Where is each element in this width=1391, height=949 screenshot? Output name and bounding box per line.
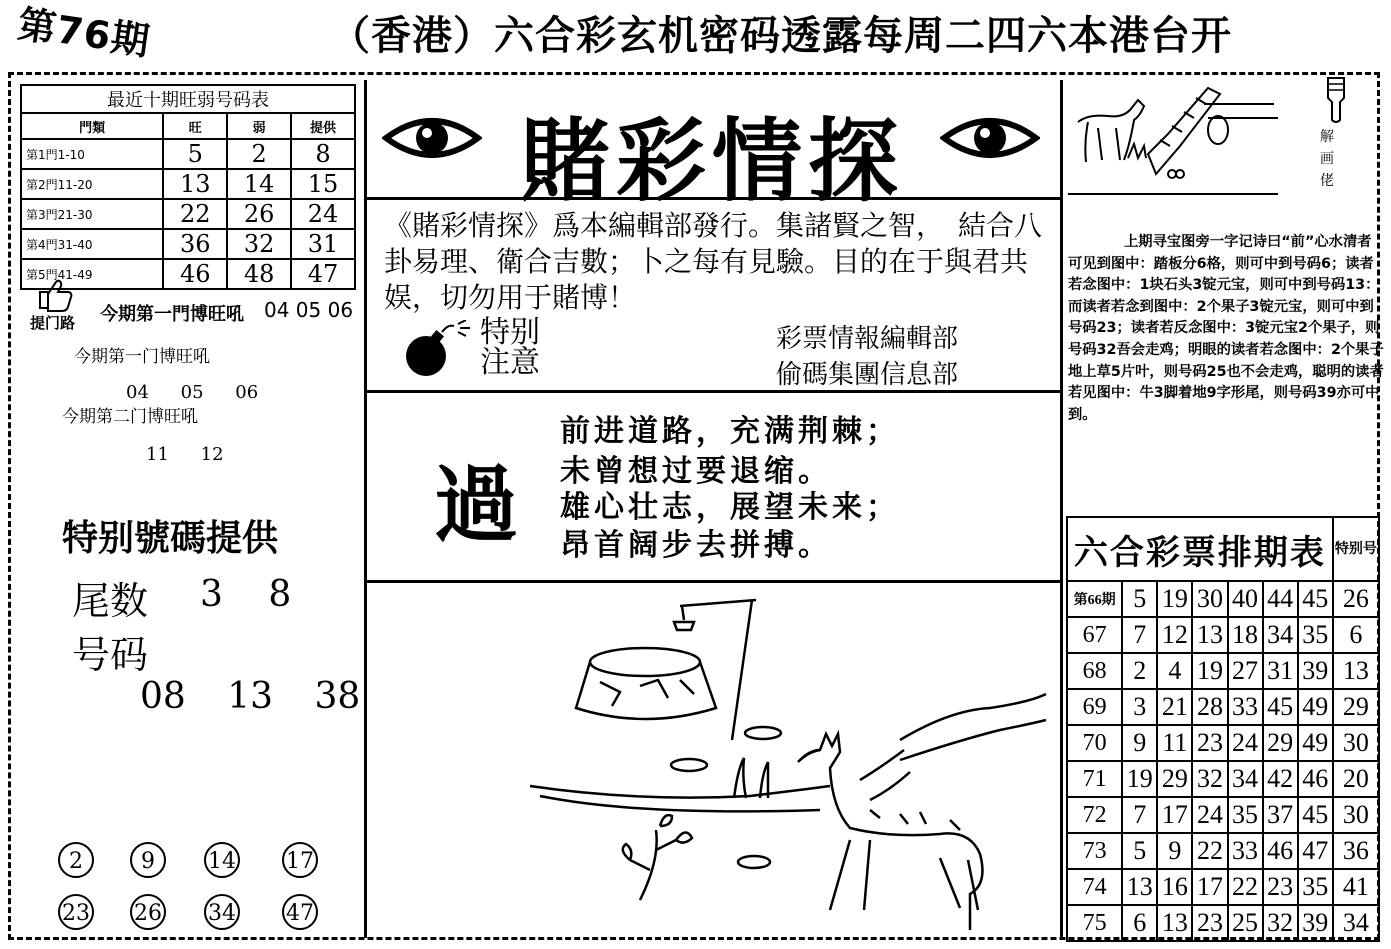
- number-cell: 22: [1192, 833, 1227, 869]
- give-value: 24: [291, 199, 355, 229]
- special-number-cell: 26: [1333, 581, 1379, 617]
- special-number-cell: 34: [1333, 905, 1379, 941]
- number-cell: 5: [1122, 833, 1157, 869]
- special-number-cell: 13: [1333, 653, 1379, 689]
- number-cell: 31: [1263, 653, 1298, 689]
- give-value: 15: [291, 169, 355, 199]
- divider-poem: [364, 580, 1063, 583]
- weak-value: 48: [227, 259, 291, 289]
- give-value: 8: [291, 139, 355, 169]
- number-cell: 17: [1157, 797, 1192, 833]
- poem-line: 前进道路，充满荆棘；: [560, 414, 900, 449]
- pointing-hand-icon: [1322, 76, 1350, 124]
- issue-cell: 74: [1067, 869, 1122, 905]
- number-cell: 28: [1192, 689, 1227, 725]
- special-number-cell: 36: [1333, 833, 1379, 869]
- issue-cell: 68: [1067, 653, 1122, 689]
- hot-cold-caption: 最近十期旺弱号码表: [21, 85, 355, 113]
- interpreter-label: [1320, 126, 1334, 192]
- number-cell: 18: [1228, 617, 1263, 653]
- special-number-cell: 30: [1333, 797, 1379, 833]
- number-cell: 17: [1192, 869, 1227, 905]
- number-cell: 19: [1122, 761, 1157, 797]
- special-number-cell: 6: [1333, 617, 1379, 653]
- haoma-label: 号码: [72, 633, 149, 677]
- eye-icon: [382, 110, 482, 166]
- issue-cell: 67: [1067, 617, 1122, 653]
- number-cell: 13: [1122, 869, 1157, 905]
- hot-value: 13: [163, 169, 227, 199]
- special-number-cell: 20: [1333, 761, 1379, 797]
- note-line: 特别: [480, 315, 540, 350]
- number-cell: 7: [1122, 617, 1157, 653]
- number-cell: 27: [1228, 653, 1263, 689]
- special-number-cell: 41: [1333, 869, 1379, 905]
- special-number-cell: 30: [1333, 725, 1379, 761]
- number-ball: 23: [58, 894, 94, 930]
- issue-cell: 72: [1067, 797, 1122, 833]
- number-cell: 29: [1263, 725, 1298, 761]
- issue-cell: 75: [1067, 905, 1122, 941]
- number-ball: 14: [204, 842, 240, 878]
- number-cell: 49: [1298, 689, 1333, 725]
- tilu-label: 提门路: [30, 314, 76, 332]
- number-cell: 29: [1157, 761, 1192, 797]
- number-cell: 35: [1298, 869, 1333, 905]
- number-cell: 40: [1228, 581, 1263, 617]
- col-header: 弱: [227, 113, 291, 139]
- table-row: [21, 139, 355, 169]
- table-row: [1067, 797, 1379, 833]
- weak-value: 26: [227, 199, 291, 229]
- hot-value: 5: [163, 139, 227, 169]
- table-row: [21, 229, 355, 259]
- issue-cell: 第66期: [1067, 581, 1122, 617]
- number-cell: 21: [1157, 689, 1192, 725]
- number-cell: 32: [1192, 761, 1227, 797]
- row-label: 第2門11-20: [21, 169, 163, 199]
- number-cell: 12: [1157, 617, 1192, 653]
- special-number-header: 特别号: [1333, 517, 1379, 581]
- schedule-title: 六合彩票排期表: [1067, 517, 1333, 581]
- door1-line-repeat: 今期第一门博旺吼: [74, 347, 210, 367]
- door1-line: 今期第一門博旺吼: [100, 304, 244, 325]
- eye-icon: [940, 110, 1040, 166]
- table-row: [1067, 833, 1379, 869]
- number-cell: 4: [1157, 653, 1192, 689]
- number-cell: 23: [1263, 869, 1298, 905]
- number-cell: 32: [1263, 905, 1298, 941]
- number-cell: 13: [1157, 905, 1192, 941]
- last-issue-explanation: 上期寻宝图旁一字记诗曰“前”心水清者可见到图中：踏板分6格，则可中到号码6；读者若念图中：1块石头3锭元宝，则可中到号码13：而读者若念到图中：2个果子3锭元宝，则可中到号码23；读者若反念图中：3锭元宝2个果子，则号码32吾会走鸡；明眼的读者若念图中：2个果子地上草5片叶，则号码25也不会走鸡，聪明的读者若见图中：牛3脚着地9字形尾，则号码39亦可中到。: [1068, 234, 1384, 423]
- label-char: 解: [1320, 129, 1334, 145]
- number-ball: 2: [58, 842, 94, 878]
- number-cell: 23: [1192, 725, 1227, 761]
- number-ball: 34: [204, 894, 240, 930]
- issue-cell: 73: [1067, 833, 1122, 869]
- give-value: 47: [291, 259, 355, 289]
- headline: （香港）六合彩玄机密码透露每周二四六本港台开: [330, 13, 1232, 59]
- number-ball: 47: [282, 894, 318, 930]
- bomb-icon: [402, 320, 474, 378]
- weak-value: 2: [227, 139, 291, 169]
- number-cell: 33: [1228, 689, 1263, 725]
- table-row: [1067, 653, 1379, 689]
- number-cell: 5: [1122, 581, 1157, 617]
- table-row: [1067, 869, 1379, 905]
- table-row: [1067, 905, 1379, 941]
- col-header: 旺: [163, 113, 227, 139]
- row-label: 第3門21-30: [21, 199, 163, 229]
- label-char: 画: [1320, 151, 1334, 167]
- number-cell: 35: [1298, 617, 1333, 653]
- table-row: [21, 169, 355, 199]
- number-ball: 26: [130, 894, 166, 930]
- number-cell: 45: [1263, 689, 1298, 725]
- hot-value: 46: [163, 259, 227, 289]
- number-cell: 19: [1157, 581, 1192, 617]
- number-cell: 3: [1122, 689, 1157, 725]
- number-cell: 47: [1298, 833, 1333, 869]
- hot-value: 22: [163, 199, 227, 229]
- row-label: 第5門41-49: [21, 259, 163, 289]
- table-row: [1067, 725, 1379, 761]
- give-value: 31: [291, 229, 355, 259]
- poem-line: 未曾想过要退缩。: [560, 454, 832, 489]
- special-title: 特别號碼提供: [62, 518, 279, 559]
- number-cell: 11: [1157, 725, 1192, 761]
- issue-cell: 71: [1067, 761, 1122, 797]
- row-label: 第4門31-40: [21, 229, 163, 259]
- thumbs-up-icon: [34, 276, 74, 312]
- poem-line: 昂首阔步去拼搏。: [560, 528, 832, 563]
- number-cell: 46: [1263, 833, 1298, 869]
- number-cell: 7: [1122, 797, 1157, 833]
- issue-number: 第76期: [15, 1, 153, 64]
- divider-left: [364, 80, 367, 938]
- draw-schedule-table: [1066, 516, 1380, 942]
- weak-value: 32: [227, 229, 291, 259]
- col-header: 門類: [21, 113, 163, 139]
- door2-numbers: 11 12: [146, 444, 224, 465]
- hot-cold-table: [20, 84, 356, 290]
- number-cell: 9: [1157, 833, 1192, 869]
- table-row: [1067, 581, 1379, 617]
- number-cell: 19: [1192, 653, 1227, 689]
- number-cell: 33: [1228, 833, 1263, 869]
- number-cell: 23: [1192, 905, 1227, 941]
- number-cell: 35: [1228, 797, 1263, 833]
- tail-values: 3 8: [200, 574, 292, 615]
- riddle-illustration: [520, 590, 1050, 930]
- poem-line: 雄心壮志，展望未来；: [560, 490, 900, 525]
- newspaper-title: 賭彩情探: [520, 108, 904, 214]
- number-cell: 9: [1122, 725, 1157, 761]
- door1-numbers-repeat: 04 05 06: [126, 382, 259, 403]
- weak-value: 14: [227, 169, 291, 199]
- riddle-character: 過: [434, 456, 519, 554]
- dept-name: 彩票情報編輯部: [776, 324, 959, 354]
- number-cell: 24: [1228, 725, 1263, 761]
- tail-label: 尾数: [72, 579, 149, 623]
- door1-numbers: 04 05 06: [264, 298, 354, 322]
- number-cell: 13: [1192, 617, 1227, 653]
- issue-cell: 69: [1067, 689, 1122, 725]
- special-note: [480, 315, 540, 380]
- number-cell: 22: [1228, 869, 1263, 905]
- number-cell: 44: [1263, 581, 1298, 617]
- number-cell: 37: [1263, 797, 1298, 833]
- divider-intro: [364, 390, 1063, 393]
- dept-name: 偷碼集團信息部: [776, 360, 959, 390]
- row-label: 第1門1-10: [21, 139, 163, 169]
- special-number-cell: 29: [1333, 689, 1379, 725]
- number-cell: 42: [1263, 761, 1298, 797]
- number-cell: 30: [1192, 581, 1227, 617]
- door2-line: 今期第二门博旺吼: [62, 407, 198, 427]
- number-cell: 39: [1298, 653, 1333, 689]
- intro-text: 《賭彩情探》爲本編輯部發行。集諸賢之智， 結合八卦易理、衛合吉數；卜之每有見驗。目的在于與君共娱，切勿用于賭博！: [384, 209, 1043, 314]
- issue-cell: 70: [1067, 725, 1122, 761]
- number-cell: 24: [1192, 797, 1227, 833]
- number-cell: 34: [1263, 617, 1298, 653]
- number-ball: 9: [130, 842, 166, 878]
- number-cell: 39: [1298, 905, 1333, 941]
- col-header: 提供: [291, 113, 355, 139]
- number-cell: 6: [1122, 905, 1157, 941]
- table-row: [21, 199, 355, 229]
- number-ball: 17: [282, 842, 318, 878]
- number-cell: 25: [1228, 905, 1263, 941]
- table-row: [1067, 761, 1379, 797]
- table-row: [1067, 689, 1379, 725]
- haoma-values: 08 13 38: [140, 676, 361, 717]
- hot-value: 36: [163, 229, 227, 259]
- number-cell: 34: [1228, 761, 1263, 797]
- number-cell: 45: [1298, 797, 1333, 833]
- number-cell: 45: [1298, 581, 1333, 617]
- number-cell: 2: [1122, 653, 1157, 689]
- label-char: 佬: [1320, 173, 1334, 189]
- number-cell: 49: [1298, 725, 1333, 761]
- note-line: 注意: [480, 345, 540, 380]
- number-cell: 16: [1157, 869, 1192, 905]
- treasure-map-drawing: [1068, 82, 1278, 198]
- table-row: [1067, 617, 1379, 653]
- number-cell: 46: [1298, 761, 1333, 797]
